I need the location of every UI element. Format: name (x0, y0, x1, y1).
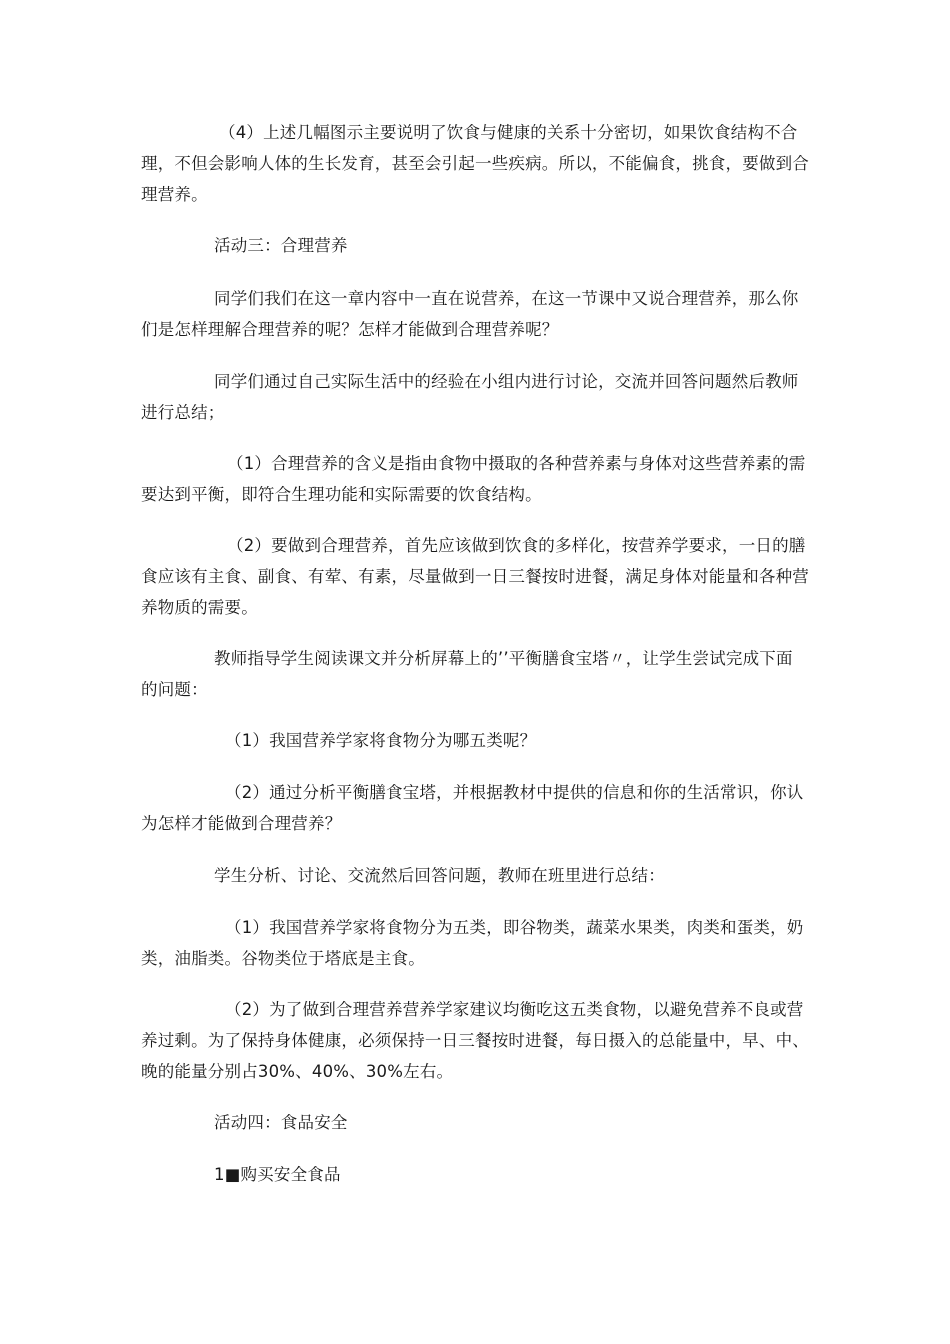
paragraph-question-one: （1）我国营养学家将食物分为哪五类呢？ (225, 731, 537, 750)
heading-activity-four: 活动四：食品安全 (214, 1113, 348, 1132)
paragraph-group-discussion: 同学们通过自己实际生活中的经验在小组内进行讨论，交流并回答问题然后教师进行总结； (141, 372, 799, 422)
paragraph-health-summary: （4）上述几幅图示主要说明了饮食与健康的关系十分密切，如果饮食结构不合理，不但会影响人体的生长发育，甚至会引起一些疾病。所以，不能偏食，挑食，要做到合理营养。 (141, 123, 809, 204)
paragraph-nutrition-definition: （1）合理营养的含义是指由食物中摄取的各种营养素与身体对这些营养素的需要达到平衡，即符合生理功能和实际需要的饮食结构。 (141, 454, 806, 504)
heading-activity-three: 活动三：合理营养 (214, 236, 348, 255)
paragraph-buy-safe-food: 1■购买安全食品 (214, 1165, 341, 1184)
paragraph-diet-diversity: （2）要做到合理营养，首先应该做到饮食的多样化，按营养学要求，一日的膳食应该有主食、副食、有荤、有素，尽量做到一日三餐按时进餐，满足身体对能量和各种营养物质的需要。 (141, 536, 809, 617)
paragraph-answer-two: （2）为了做到合理营养营养学家建议均衡吃这五类食物，以避免营养不良或营养过剩。为了保持身体健康，必须保持一日三餐按时进餐，每日摄入的总能量中，早、中、晚的能量分别占30%、40%、30%左右。 (141, 1000, 809, 1081)
paragraph-answer-one: （1）我国营养学家将食物分为五类，即谷物类，蔬菜水果类，肉类和蛋类，奶类，油脂类。谷物类位于塔底是主食。 (141, 918, 804, 968)
paragraph-question-two: （2）通过分析平衡膳食宝塔，并根据教材中提供的信息和你的生活常识，你认为怎样才能做到合理营养？ (141, 783, 804, 833)
paragraph-student-analysis: 学生分析、讨论、交流然后回答问题，教师在班里进行总结： (214, 866, 665, 885)
paragraph-teacher-question: 同学们我们在这一章内容中一直在说营养，在这一节课中又说合理营养，那么你们是怎样理解合理营养的呢？怎样才能做到合理营养呢？ (141, 289, 799, 339)
paragraph-food-pyramid-intro: 教师指导学生阅读课文并分析屏幕上的’’平衡膳食宝塔〃，让学生尝试完成下面的问题： (141, 649, 793, 699)
